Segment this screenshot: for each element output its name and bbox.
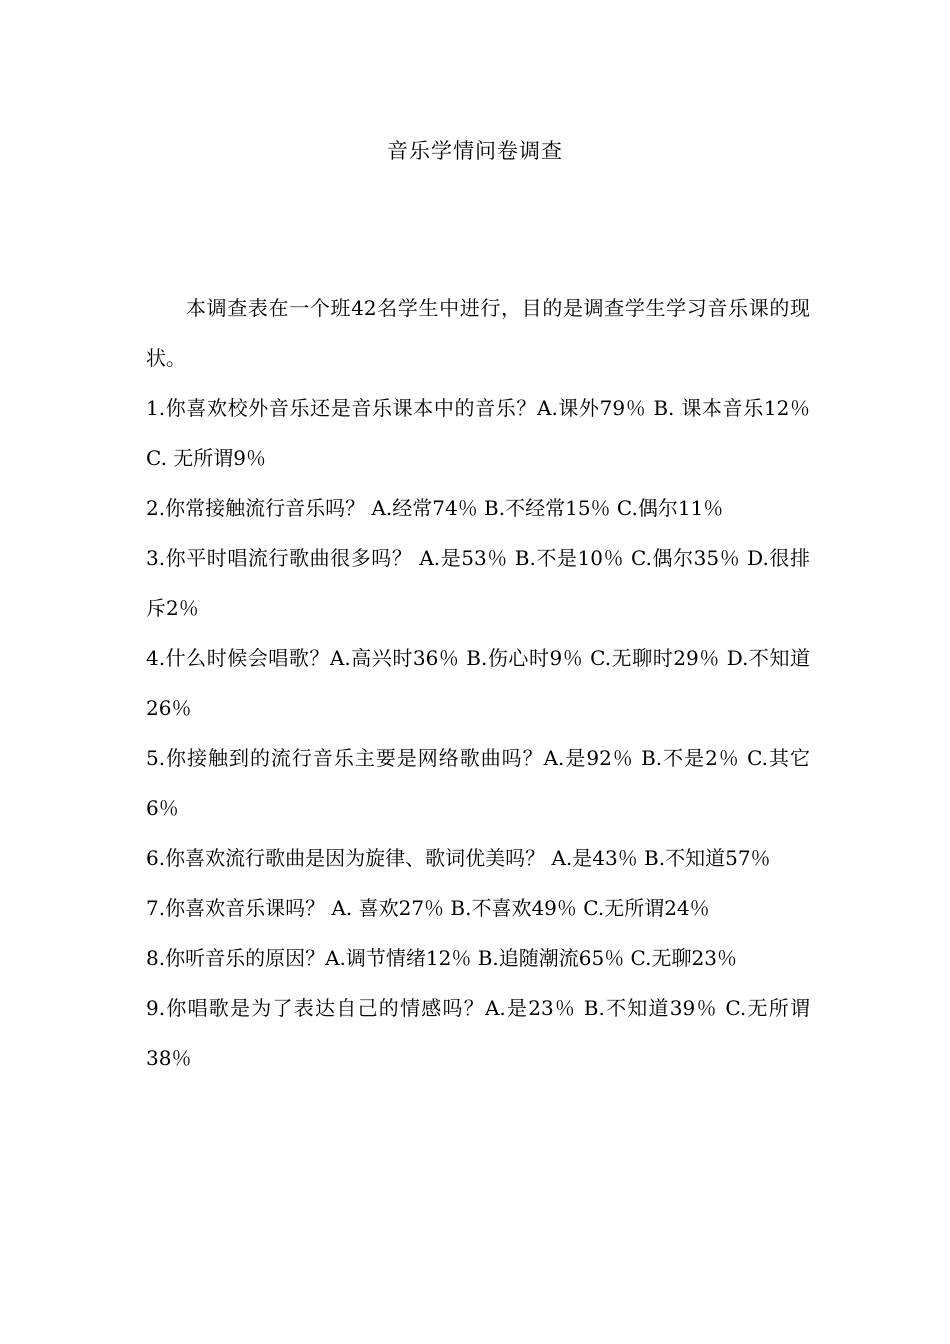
question-3: 3.你平时唱流行歌曲很多吗？ A.是53％ B.不是10％ C.偶尔35％ D.很排斥2％ xyxy=(146,546,810,620)
question-6: 6.你喜欢流行歌曲是因为旋律、歌词优美吗？ A.是43％ B.不知道57％ xyxy=(146,846,771,870)
intro-paragraph: 本调查表在一个班42名学生中进行，目的是调查学生学习音乐课的现状。 xyxy=(146,296,810,370)
document-title: 音乐学情问卷调查 xyxy=(387,139,563,163)
question-2: 2.你常接触流行音乐吗？ A.经常74％ B.不经常15％ C.偶尔11％ xyxy=(146,496,724,520)
question-1: 1.你喜欢校外音乐还是音乐课本中的音乐？A.课外79％ B. 课本音乐12％ C. 无所谓9％ xyxy=(146,396,810,470)
question-8: 8.你听音乐的原因？A.调节情绪12％ B.追随潮流65％ C.无聊23％ xyxy=(146,946,737,970)
question-7: 7.你喜欢音乐课吗？ A. 喜欢27％ B.不喜欢49％ C.无所谓24％ xyxy=(146,896,710,920)
question-9: 9.你唱歌是为了表达自己的情感吗？A.是23％ B.不知道39％ C.无所谓38％ xyxy=(146,996,810,1070)
question-4: 4.什么时候会唱歌？A.高兴时36％ B.伤心时9％ C.无聊时29％ D.不知道26％ xyxy=(146,646,810,720)
document-body xyxy=(146,283,810,1083)
question-5: 5.你接触到的流行音乐主要是网络歌曲吗？A.是92％ B.不是2％ C.其它6％ xyxy=(146,746,810,820)
